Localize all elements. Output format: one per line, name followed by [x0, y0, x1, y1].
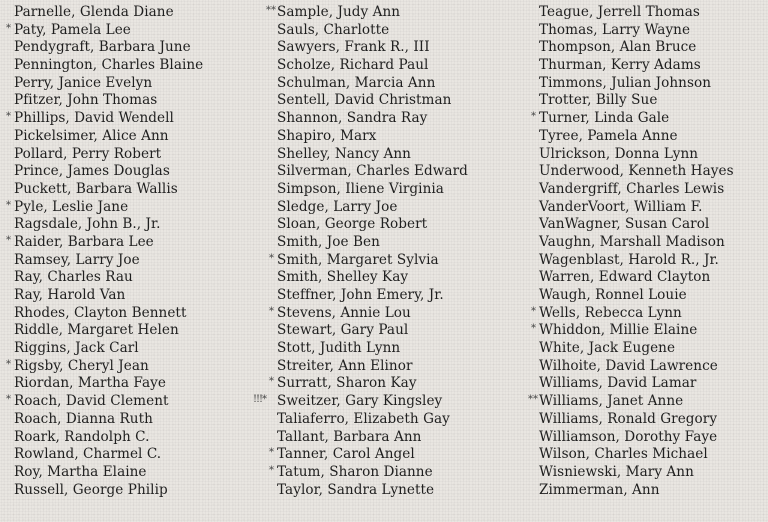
- name-entry: [14, 39, 259, 57]
- name-entry: [14, 4, 259, 22]
- entry-name: Pyle, Leslie Jane: [14, 198, 129, 215]
- entry-name: Shelley, Nancy Ann: [277, 145, 411, 162]
- name-entry: [14, 92, 259, 110]
- name-entry: [14, 252, 259, 270]
- honor-mark: *: [269, 305, 275, 317]
- honor-mark: *: [6, 111, 12, 123]
- name-entry: [14, 429, 259, 447]
- honor-mark: **: [528, 394, 539, 406]
- name-entry: [14, 464, 259, 482]
- name-entry: [539, 234, 764, 252]
- entry-name: Stewart, Gary Paul: [277, 322, 409, 339]
- name-entry: [539, 446, 764, 464]
- name-entry: [539, 429, 764, 447]
- name-entry: [539, 57, 764, 75]
- name-entry: [266, 4, 522, 22]
- name-entry: [14, 163, 259, 181]
- roster-column-3: [528, 4, 764, 499]
- roster-column-1: [6, 4, 259, 499]
- honor-mark: *: [531, 305, 537, 317]
- name-entry: [539, 163, 764, 181]
- entry-name: Shapiro, Marx: [277, 127, 377, 144]
- entry-name: Rigsby, Cheryl Jean: [14, 357, 149, 374]
- entry-name: Puckett, Barbara Wallis: [14, 180, 178, 197]
- entry-name: Williams, Janet Anne: [539, 393, 684, 410]
- name-entry: [277, 181, 522, 199]
- name-entry: [277, 482, 522, 500]
- honor-mark: *: [6, 22, 12, 34]
- name-entry: [277, 234, 522, 252]
- entry-name: Phillips, David Wendell: [14, 110, 174, 127]
- entry-name: Vandergriff, Charles Lewis: [539, 180, 725, 197]
- name-entry: [14, 322, 259, 340]
- entry-name: Scholze, Richard Paul: [277, 57, 429, 74]
- name-entry: [14, 482, 259, 500]
- name-entry: [269, 375, 522, 393]
- name-entry: [531, 322, 764, 340]
- name-entry: [539, 22, 764, 40]
- entry-name: Wagenblast, Harold R., Jr.: [539, 251, 719, 268]
- entry-name: Prince, James Douglas: [14, 163, 170, 180]
- name-entry: [277, 287, 522, 305]
- name-entry: [539, 464, 764, 482]
- entry-name: Turner, Linda Gale: [539, 110, 670, 127]
- entry-name: Sweitzer, Gary Kingsley: [277, 393, 443, 410]
- entry-name: Warren, Edward Clayton: [539, 269, 711, 286]
- name-entry: [539, 287, 764, 305]
- entry-name: Sledge, Larry Joe: [277, 198, 398, 215]
- entry-name: Sloan, George Robert: [277, 216, 428, 233]
- name-entry: [539, 199, 764, 217]
- name-entry: [277, 146, 522, 164]
- honor-mark: *: [531, 111, 537, 123]
- name-entry: [6, 21, 259, 40]
- name-entry: [14, 375, 259, 393]
- entry-name: Thomas, Larry Wayne: [539, 21, 691, 38]
- entry-name: Roach, David Clement: [14, 393, 169, 410]
- entry-name: VanWagner, Susan Carol: [539, 216, 710, 233]
- entry-name: Parnelle, Glenda Diane: [14, 4, 174, 20]
- entry-name: Rhodes, Clayton Bennett: [14, 304, 187, 321]
- honor-mark: *: [269, 447, 275, 459]
- name-entry: [14, 57, 259, 75]
- name-entry: [253, 393, 522, 411]
- name-entry: [277, 128, 522, 146]
- entry-name: Stott, Judith Lynn: [277, 340, 401, 357]
- entry-name: Taliaferro, Elizabeth Gay: [277, 410, 450, 427]
- name-entry: [14, 181, 259, 199]
- name-entry: [6, 233, 259, 252]
- name-entry: [539, 75, 764, 93]
- name-entry: [539, 375, 764, 393]
- entry-name: Smith, Margaret Sylvia: [277, 251, 439, 268]
- name-entry: [6, 198, 259, 217]
- entry-name: Timmons, Julian Johnson: [539, 74, 712, 91]
- honor-mark: **: [266, 5, 277, 16]
- name-entry: [539, 146, 764, 164]
- entry-name: VanderVoort, William F.: [539, 198, 703, 215]
- entry-name: Smith, Joe Ben: [277, 233, 380, 250]
- entry-name: Tatum, Sharon Dianne: [277, 463, 433, 480]
- honor-mark: *: [269, 464, 275, 476]
- name-entry: [269, 304, 522, 323]
- name-entry: [277, 163, 522, 181]
- entry-name: Pennington, Charles Blaine: [14, 57, 204, 74]
- entry-name: Thompson, Alan Bruce: [539, 39, 697, 56]
- name-entry: [277, 92, 522, 110]
- name-entry: [14, 340, 259, 358]
- name-entry: [277, 269, 522, 287]
- name-entry: [277, 75, 522, 93]
- entry-name: Sentell, David Christman: [277, 92, 452, 109]
- honor-mark: *: [6, 358, 12, 370]
- entry-name: Waugh, Ronnel Louie: [539, 287, 687, 303]
- name-entry: [6, 110, 259, 128]
- entry-name: Wilson, Charles Michael: [539, 446, 708, 463]
- entry-name: Simpson, Iliene Virginia: [277, 180, 444, 197]
- name-entry: [277, 340, 522, 358]
- name-entry: [14, 305, 259, 323]
- entry-name: Perry, Janice Evelyn: [14, 74, 153, 91]
- name-entry: [531, 304, 764, 323]
- entry-name: Underwood, Kenneth Hayes: [539, 163, 734, 180]
- name-entry: [14, 446, 259, 464]
- entry-name: Schulman, Marcia Ann: [277, 74, 436, 91]
- entry-name: Steffner, John Emery, Jr.: [277, 287, 444, 303]
- entry-name: Tallant, Barbara Ann: [277, 428, 422, 445]
- entry-name: Tanner, Carol Angel: [277, 446, 415, 463]
- entry-name: Pollard, Perry Robert: [14, 145, 162, 162]
- entry-name: Sawyers, Frank R., III: [277, 39, 430, 56]
- name-entry: [277, 358, 522, 376]
- name-entry: [539, 39, 764, 57]
- entry-name: Rowland, Charmel C.: [14, 446, 162, 463]
- entry-name: Stevens, Annie Lou: [277, 304, 411, 321]
- entry-name: Raider, Barbara Lee: [14, 233, 154, 250]
- roster-column-2: [253, 4, 522, 499]
- entry-name: Sauls, Charlotte: [277, 21, 390, 38]
- name-entry: [277, 216, 522, 234]
- entry-name: Taylor, Sandra Lynette: [277, 481, 435, 498]
- entry-name: Williams, Ronald Gregory: [539, 410, 718, 427]
- name-entry: [539, 4, 764, 22]
- entry-name: Williamson, Dorothy Faye: [539, 428, 718, 445]
- entry-name: Roach, Dianna Ruth: [14, 410, 153, 427]
- name-entry: [277, 22, 522, 40]
- name-entry: [14, 216, 259, 234]
- entry-name: Vaughn, Marshall Madison: [539, 233, 725, 250]
- entry-name: Tyree, Pamela Anne: [539, 127, 678, 144]
- entry-name: Wisniewski, Mary Ann: [539, 463, 694, 480]
- name-entry: [539, 128, 764, 146]
- entry-name: Ramsey, Larry Joe: [14, 251, 140, 268]
- entry-name: Shannon, Sandra Ray: [277, 110, 428, 127]
- entry-name: Roy, Martha Elaine: [14, 463, 147, 480]
- name-entry: [277, 322, 522, 340]
- name-entry: [539, 252, 764, 270]
- name-entry: [539, 181, 764, 199]
- name-entry: [277, 39, 522, 57]
- name-entry: [528, 393, 764, 411]
- name-entry: [14, 411, 259, 429]
- name-entry: [14, 287, 259, 305]
- name-entry: [539, 92, 764, 110]
- name-entry: [531, 110, 764, 128]
- entry-name: Wilhoite, David Lawrence: [539, 357, 718, 374]
- name-entry: [269, 463, 522, 482]
- entry-name: Streiter, Ann Elinor: [277, 357, 413, 374]
- entry-name: Smith, Shelley Kay: [277, 269, 409, 286]
- honor-mark: *: [6, 234, 12, 246]
- name-entry: [277, 57, 522, 75]
- name-entry: [14, 128, 259, 146]
- name-entry: [539, 358, 764, 376]
- name-entry: [14, 146, 259, 164]
- name-entry: [539, 340, 764, 358]
- entry-name: Ray, Charles Rau: [14, 269, 133, 286]
- name-entry: [539, 482, 764, 500]
- entry-name: Wells, Rebecca Lynn: [539, 304, 682, 321]
- name-entry: [277, 411, 522, 429]
- entry-name: Ragsdale, John B., Jr.: [14, 216, 161, 233]
- entry-name: Riggins, Jack Carl: [14, 340, 139, 357]
- name-entry: [14, 269, 259, 287]
- entry-name: Paty, Pamela Lee: [14, 21, 131, 38]
- entry-name: Pickelsimer, Alice Ann: [14, 127, 169, 144]
- name-entry: [277, 110, 522, 128]
- entry-name: Ray, Harold Van: [14, 287, 126, 303]
- entry-name: Surratt, Sharon Kay: [277, 375, 417, 392]
- entry-name: White, Jack Eugene: [539, 340, 676, 357]
- entry-name: Pfitzer, John Thomas: [14, 92, 158, 109]
- honor-mark: *: [6, 199, 12, 211]
- name-entry: [6, 357, 259, 376]
- entry-name: Roark, Randolph C.: [14, 428, 150, 445]
- name-entry: [269, 446, 522, 464]
- name-entry: [6, 393, 259, 411]
- honor-mark: !!!*: [253, 394, 267, 406]
- honor-mark: *: [6, 394, 12, 406]
- entry-name: Teague, Jerrell Thomas: [539, 4, 700, 20]
- entry-name: Riordan, Martha Faye: [14, 375, 166, 392]
- name-entry: [539, 269, 764, 287]
- honor-mark: *: [531, 323, 537, 335]
- honor-mark: *: [269, 376, 275, 388]
- entry-name: Whiddon, Millie Elaine: [539, 322, 698, 339]
- name-entry: [269, 251, 522, 270]
- name-entry: [14, 75, 259, 93]
- entry-name: Russell, George Philip: [14, 481, 168, 498]
- entry-name: Zimmerman, Ann: [539, 481, 660, 498]
- name-entry: [539, 216, 764, 234]
- entry-name: Trotter, Billy Sue: [539, 92, 658, 109]
- entry-name: Sample, Judy Ann: [277, 4, 401, 20]
- entry-name: Riddle, Margaret Helen: [14, 322, 179, 339]
- name-entry: [277, 429, 522, 447]
- entry-name: Pendygraft, Barbara June: [14, 39, 191, 56]
- entry-name: Ulrickson, Donna Lynn: [539, 145, 699, 162]
- entry-name: Silverman, Charles Edward: [277, 163, 468, 180]
- entry-name: Thurman, Kerry Adams: [539, 57, 701, 74]
- entry-name: Williams, David Lamar: [539, 375, 697, 392]
- name-entry: [277, 199, 522, 217]
- honor-mark: *: [269, 252, 275, 264]
- name-entry: [539, 411, 764, 429]
